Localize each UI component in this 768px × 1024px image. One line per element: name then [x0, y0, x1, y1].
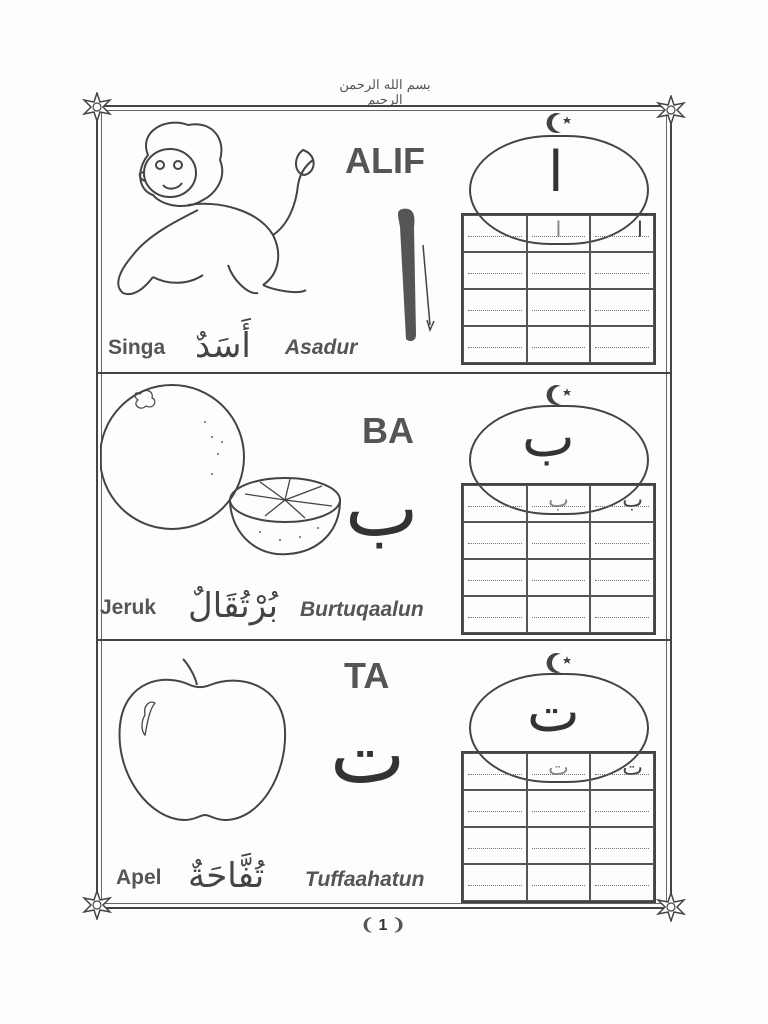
- grid-cell: [463, 864, 527, 901]
- dotted-glyph: ت: [548, 756, 569, 781]
- bismillah-header: بسم الله الرحمن الرحيم: [339, 78, 431, 108]
- grid-cell: [527, 326, 591, 363]
- grid-cell: [590, 289, 654, 326]
- grid-cell: [590, 753, 654, 790]
- grid-cell: [590, 790, 654, 827]
- ornament-right-icon: ❩: [391, 915, 406, 934]
- crescent-star-icon: [545, 110, 573, 136]
- transliteration: Asadur: [285, 336, 358, 359]
- grid-cell: [527, 522, 591, 559]
- grid-cell: [463, 522, 527, 559]
- grid-cell: [527, 864, 591, 901]
- practice-grid: [461, 213, 656, 365]
- grid-cell: [463, 252, 527, 289]
- section-divider: [96, 639, 672, 641]
- grid-cell: [590, 827, 654, 864]
- grid-cell: [527, 596, 591, 633]
- dome-letter: ب: [522, 405, 575, 470]
- grid-cell: [527, 215, 591, 252]
- corner-ornament-icon: [656, 95, 686, 125]
- page-number: 1: [378, 917, 388, 934]
- dotted-glyph: ب: [548, 488, 569, 513]
- alif-stroke-guide: [390, 205, 440, 345]
- example-glyph: ب: [622, 488, 643, 513]
- letter-name-title: BA: [362, 410, 414, 451]
- apple-illustration: [115, 655, 290, 830]
- orange-illustration: [100, 382, 345, 562]
- section-divider: [96, 372, 672, 374]
- dome-letter: ا: [548, 140, 564, 205]
- dotted-glyph: ا: [555, 218, 562, 243]
- ba-stroke-guide: ب: [345, 464, 419, 554]
- transliteration: Burtuqaalun: [300, 598, 424, 621]
- grid-cell: [463, 326, 527, 363]
- example-glyph: ت: [622, 756, 643, 781]
- grid-cell: [527, 753, 591, 790]
- grid-cell: [590, 559, 654, 596]
- grid-cell: [527, 790, 591, 827]
- arabic-word: أَسَدٌ: [195, 326, 251, 366]
- grid-cell: [527, 289, 591, 326]
- indonesian-word: Jeruk: [100, 596, 157, 619]
- letter-name-title: ALIF: [345, 140, 425, 181]
- grid-cell: [590, 326, 654, 363]
- practice-grid: [461, 483, 656, 635]
- example-glyph: ا: [636, 218, 643, 243]
- grid-cell: [463, 215, 527, 252]
- grid-cell: [590, 252, 654, 289]
- arabic-word: بُرْتُقَالٌ: [188, 586, 278, 626]
- grid-cell: [463, 790, 527, 827]
- indonesian-word: Singa: [108, 336, 166, 359]
- grid-cell: [463, 596, 527, 633]
- grid-cell: [590, 522, 654, 559]
- page-number-ornament: [350, 915, 416, 943]
- grid-cell: [590, 596, 654, 633]
- grid-cell: [527, 559, 591, 596]
- grid-cell: [463, 827, 527, 864]
- ornament-left-icon: ❨: [360, 915, 375, 934]
- corner-ornament-icon: [656, 892, 686, 922]
- lion-illustration: [108, 115, 318, 305]
- grid-cell: [463, 485, 527, 522]
- grid-cell: [590, 864, 654, 901]
- ta-stroke-guide: ت: [330, 708, 406, 801]
- grid-cell: [527, 827, 591, 864]
- corner-ornament-icon: [82, 890, 112, 920]
- grid-cell: [527, 252, 591, 289]
- grid-cell: [590, 215, 654, 252]
- transliteration: Tuffaahatun: [305, 868, 425, 891]
- arabic-word: تُفَّاحَةٌ: [188, 856, 265, 896]
- letter-name-title: TA: [344, 655, 390, 696]
- grid-cell: [527, 485, 591, 522]
- grid-cell: [463, 559, 527, 596]
- grid-cell: [463, 289, 527, 326]
- grid-cell: [463, 753, 527, 790]
- practice-grid: [461, 751, 656, 903]
- grid-cell: [590, 485, 654, 522]
- dome-letter: ت: [527, 680, 580, 745]
- indonesian-word: Apel: [116, 866, 162, 889]
